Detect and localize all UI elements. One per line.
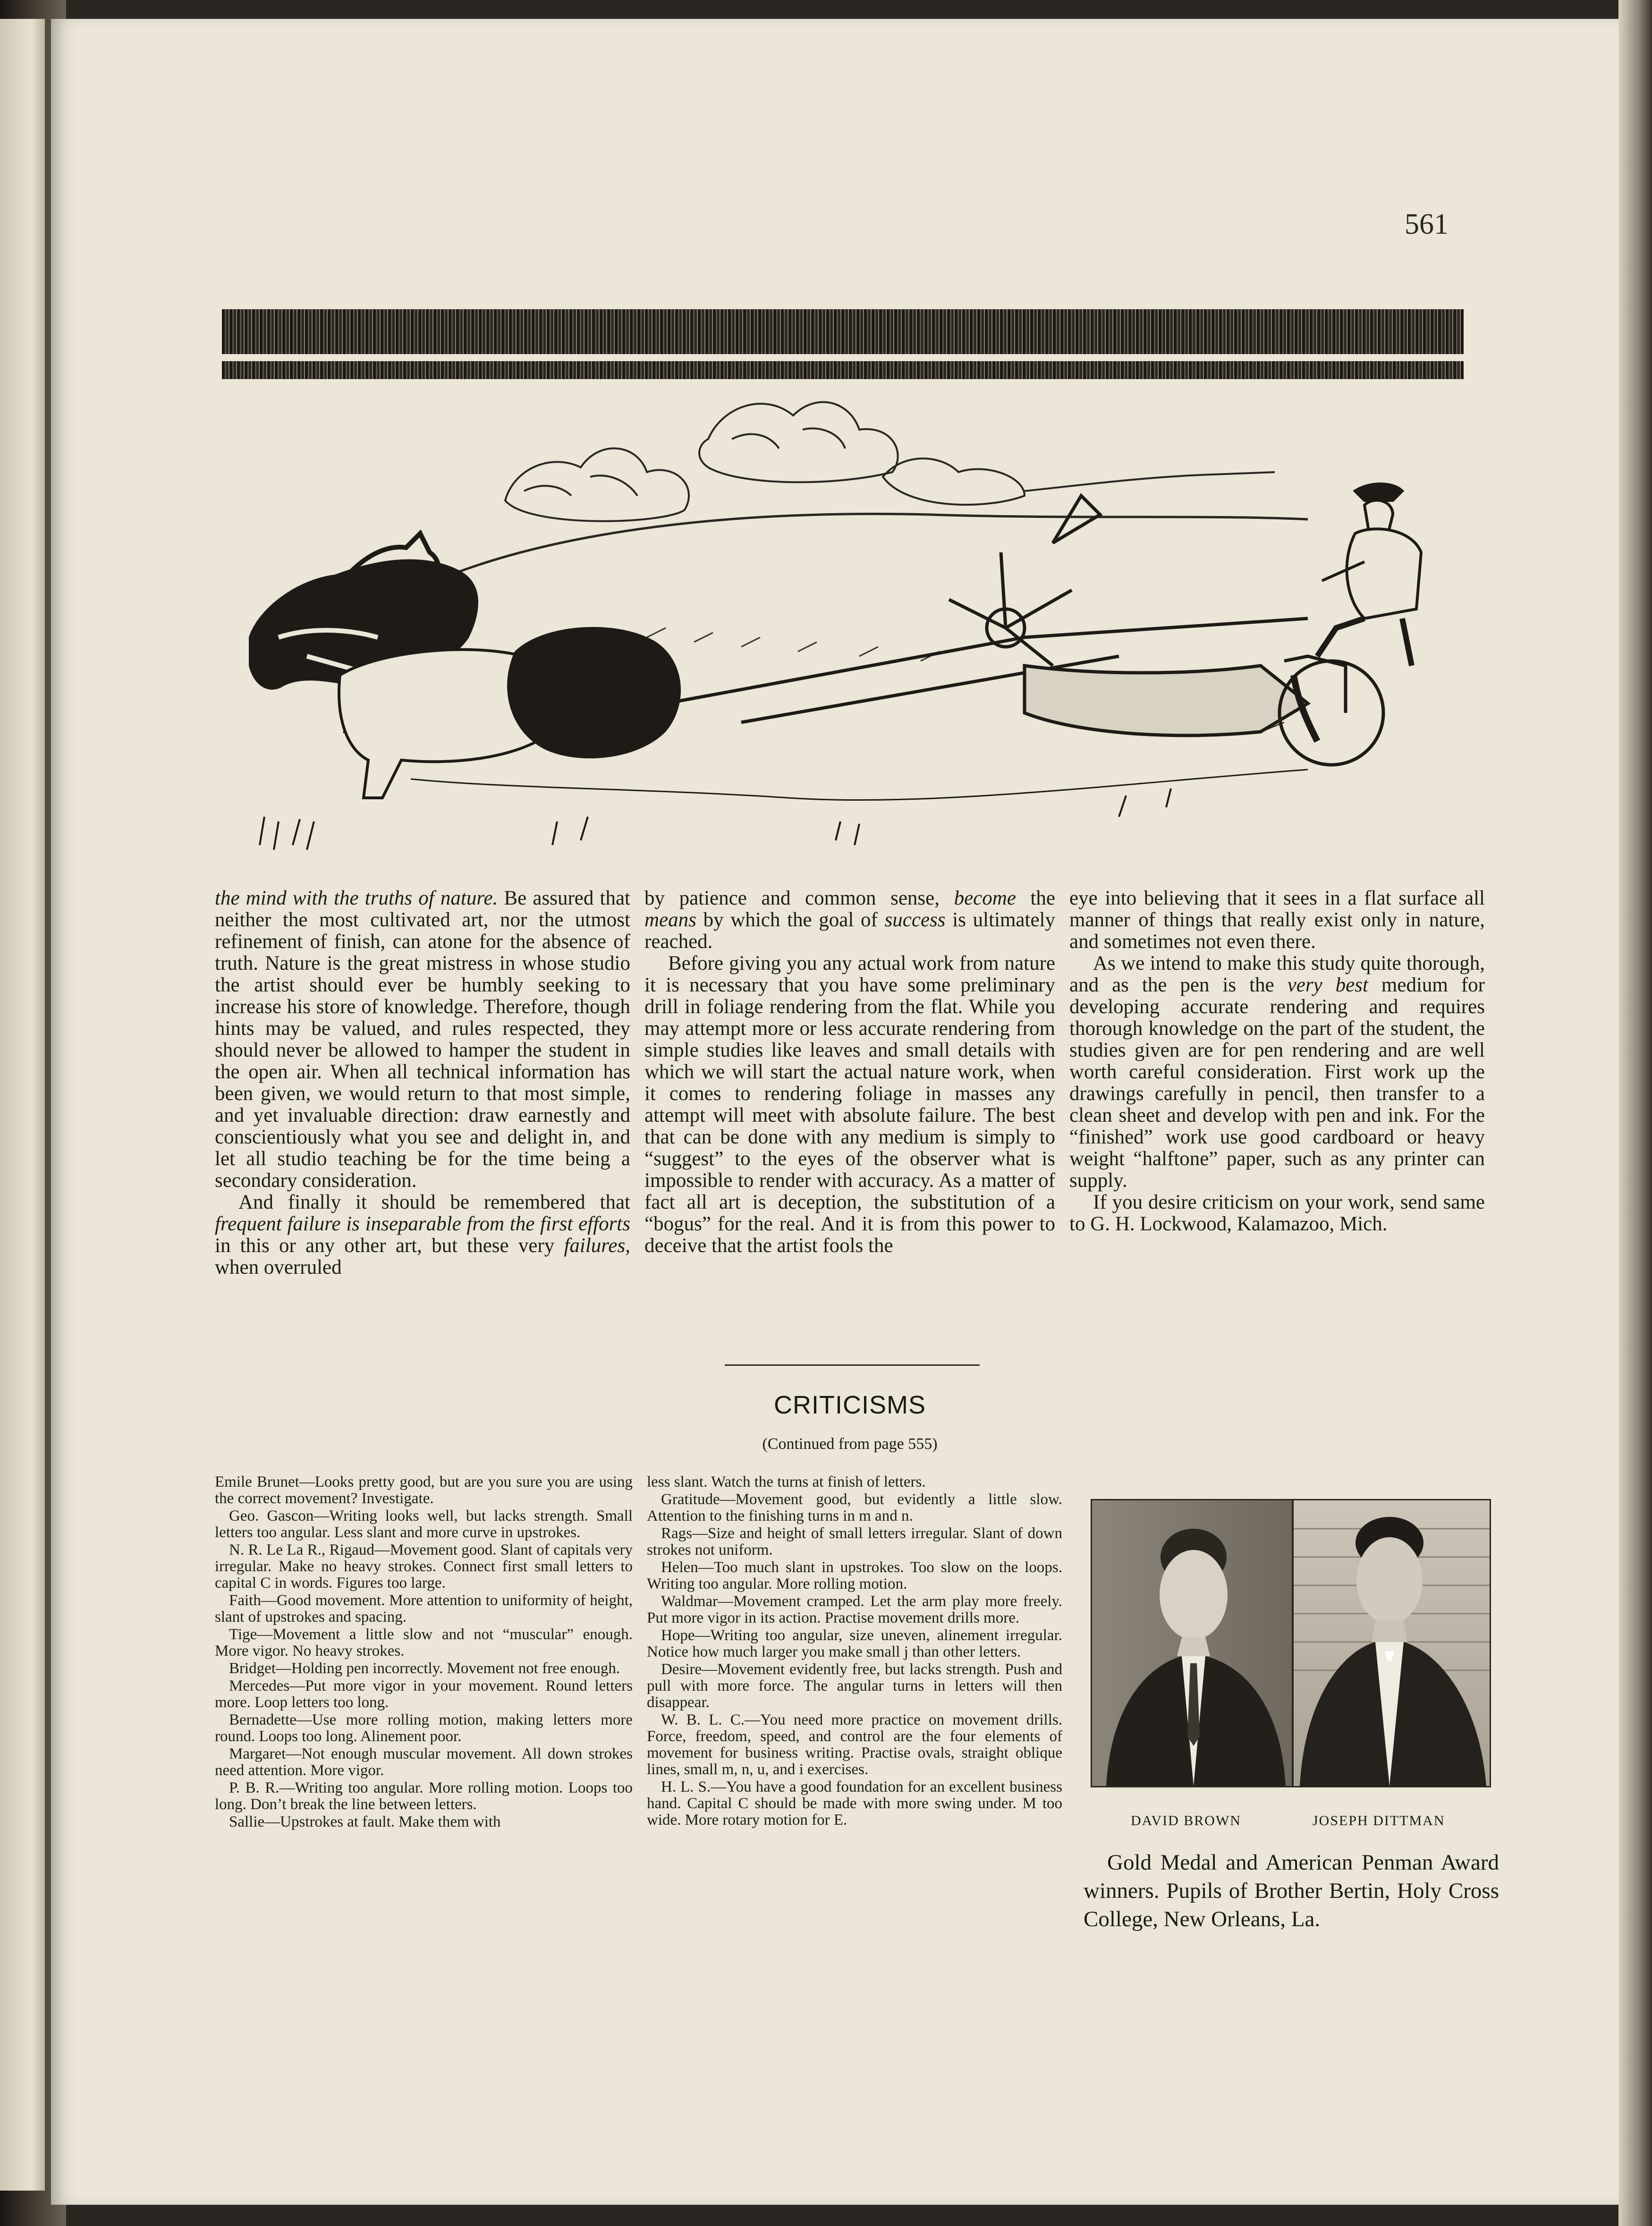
article-paragraph [644, 953, 1055, 1257]
text-run: Be assured that neither the most cultivated art, nor the utmost refinement of finish, can atone for the absence of truth. Nature is the great mistress in whose studio the artist should ever be humbly seeking to increase his store of knowledge. Therefore, though hints may be valued, and rules respected, they should never be allowed to hamper the student in the open air. When all technical information has been given, we would return to that most simple, and yet invaluable direction: draw earnestly and conscientiously what you see and delight in, and let all studio teaching be for the time being a secondary consideration. [215, 887, 631, 1192]
reaper-illustration [222, 373, 1464, 878]
tree-clump-center [699, 402, 898, 482]
italic-text: the mind with the truths of nature. [215, 887, 498, 909]
criticism-entry: Sallie—Upstrokes at fault. Make them with [229, 1813, 501, 1830]
header-band-top [222, 309, 1464, 354]
text-run: the [1016, 887, 1055, 909]
criticism-entry: Hope—Writing too angular, size uneven, alinement irregular. Notice how much larger you make small j than other letters. [647, 1627, 1062, 1660]
page-right-edge [1618, 0, 1652, 2226]
criticism-entry: Gratitude—Movement good, but evidently a little slow. Attention to the finishing turns in m and n. [647, 1491, 1062, 1524]
dark-horse-rear [507, 627, 681, 758]
article-column-2 [644, 888, 1055, 1257]
criticism-entry: Bridget—Holding pen incorrectly. Movement not free enough. [229, 1660, 620, 1677]
criticism-entry: Emile Brunet—Looks pretty good, but are you sure you are using the correct movement? Investigate. [215, 1473, 633, 1507]
article-paragraph [1069, 1192, 1485, 1235]
award-winners-photo [1091, 1499, 1491, 1787]
tree-clump-left [505, 449, 689, 521]
criticism-entry: Faith—Good movement. More attention to uniformity of height, slant of upstrokes and spacing. [215, 1592, 633, 1625]
text-run: eye into believing that it sees in a flat surface all manner of things that really exist only in nature, and sometimes not even there. [1069, 887, 1485, 953]
criticism-entry: H. L. S.—You have a good foundation for an excellent business hand. Capital C should be made with more swing under. M too wide. More rotary motion for E. [647, 1778, 1062, 1828]
facing-page-edge [0, 19, 45, 2191]
criticism-entry: Geo. Gascon—Writing looks well, but lacks strength. Small letters too angular. Less slant and more curve in upstrokes. [215, 1507, 633, 1541]
farmer [1317, 484, 1421, 666]
criticism-entry: Mercedes—Put more vigor in your movement. Round letters more. Loop letters too long. [215, 1677, 633, 1711]
photo-caption-text: Gold Medal and American Penman Award winners. Pupils of Brother Bertin, Holy Cross College, New Orleans, La. [1084, 1850, 1499, 1931]
article-paragraph [644, 888, 1055, 953]
criticisms-column-2 [647, 1474, 1062, 1829]
criticism-entry: Margaret—Not enough muscular movement. All down strokes need attention. More vigor. [215, 1745, 633, 1779]
photo-name-left: DAVID BROWN [1131, 1813, 1241, 1828]
criticism-entry: Desire—Movement evidently free, but lacks strength. Push and pull with more force. The angular turns in letters will then disappear. [647, 1661, 1062, 1711]
text-run: medium for developing accurate rendering and requires thorough knowledge on the part of the student, the studies given are for pen rendering and are well worth careful consideration. First work up the drawings carefully in pencil, then transfer to a clean sheet and develop with pen and ink. For the “finished” work use good cardboard or heavy weight “halftone” paper, such as any printer can supply. [1069, 974, 1485, 1192]
criticism-entry: Rags—Size and height of small letters irregular. Slant of down strokes not uniform. [647, 1525, 1062, 1558]
photo-name-right: JOSEPH DITTMAN [1313, 1813, 1445, 1828]
text-run: in this or any other art, but these very [215, 1235, 564, 1257]
photo-caption [1084, 1848, 1499, 1933]
italic-text: success [884, 909, 946, 931]
article-column-3 [1069, 888, 1485, 1235]
page-number: 561 [1405, 208, 1449, 240]
criticism-entry: Waldmar—Movement cramped. Let the arm play more freely. Put more vigor in its action. Practise movement drills more. [647, 1593, 1062, 1626]
criticisms-column-1 [215, 1474, 633, 1831]
italic-text: failures, [564, 1235, 630, 1257]
criticisms-subheading: (Continued from page 555) [762, 1435, 938, 1453]
article-paragraph [215, 888, 630, 1192]
text-run: is ultimately reached. [644, 909, 1055, 953]
hill-line [425, 514, 1308, 585]
text-run: by patience and common sense, [644, 887, 954, 909]
italic-text: frequent failure is inseparable from the first efforts [215, 1213, 630, 1235]
reaper-machine [666, 496, 1383, 765]
article-paragraph [1069, 953, 1485, 1192]
criticisms-heading: CRITICISMS [773, 1391, 926, 1419]
article-column-1 [215, 888, 630, 1278]
italic-text: become [954, 887, 1016, 909]
criticism-entry: W. B. L. C.—You need more practice on movement drills. Force, freedom, speed, and control are the four elements of movement for business writing. Practise ovals, straight oblique lines, small m, n, u, and i exercises. [647, 1711, 1062, 1778]
text-run: And finally it should be remembered that [238, 1191, 630, 1213]
criticism-entry: less slant. Watch the turns at finish of letters. [647, 1473, 926, 1490]
text-run: Before giving you any actual work from nature it is necessary that you have some preliminary drill in foliage rendering from the flat. While you may attempt more or less accurate rendering from simple studies like leaves and small details with which we will start the actual nature work, when it comes to rendering foliage in masses any attempt will meet with absolute failure. The best that can be done with any medium is simply to “suggest” to the eyes of the observer what is impossible to render with accuracy. As a matter of fact all art is deception, the substitution of a “bogus” for the real. And it is from this power to deceive that the artist fools the [644, 952, 1055, 1257]
foreground-grass [260, 770, 1308, 850]
italic-text: very best [1287, 974, 1368, 996]
criticism-entry: Tige—Movement a little slow and not “muscular” enough. More vigor. No heavy strokes. [215, 1626, 633, 1659]
article-paragraph [1069, 888, 1485, 953]
criticism-entry: Helen—Too much slant in upstrokes. Too slow on the loops. Writing too angular. More rolling motion. [647, 1559, 1062, 1592]
italic-text: means [644, 909, 696, 931]
section-divider [725, 1364, 980, 1366]
text-run: As we intend to make this study quite thorough, and as the pen is the [1069, 952, 1485, 996]
criticism-entry: N. R. Le La R., Rigaud—Movement good. Slant of capitals very irregular. Make no heavy strokes. Connect first small letters to capital C in words. Figures too large. [215, 1541, 633, 1591]
text-run: by which the goal of [696, 909, 885, 931]
article-paragraph [215, 1192, 630, 1278]
text-run: If you desire criticism on your work, send same to G. H. Lockwood, Kalamazoo, Mich. [1069, 1191, 1485, 1235]
criticism-entry: Bernadette—Use more rolling motion, making letters more round. Loops too long. Alinement poor. [215, 1711, 633, 1745]
criticism-entry: P. B. R.—Writing too angular. More rolling motion. Loops too long. Don’t break the line between letters. [215, 1779, 633, 1813]
text-run: when overruled [215, 1256, 342, 1278]
